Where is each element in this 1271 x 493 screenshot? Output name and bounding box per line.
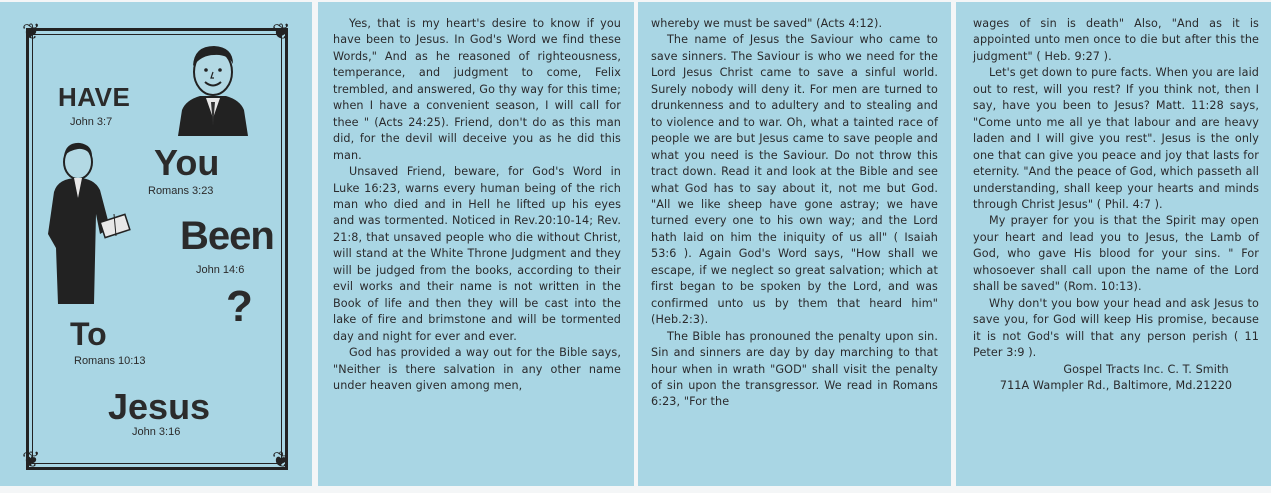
panel-4-text	[973, 16, 1259, 394]
paragraph: God has provided a way out for the Bible says, "Neither is there salvation in any other name under heaven given among men,	[333, 346, 621, 392]
page-panel-2	[318, 2, 634, 486]
cover-ref-have: John 3:7	[70, 116, 113, 128]
corner-flourish-icon: ❦	[272, 448, 291, 473]
cover-word-been: Been	[180, 214, 274, 258]
paragraph: Let's get down to pure facts. When you are laid out to rest, will you rest? If you think not, then I say, have you been to Jesus? Matt. 11:28 says, "Come unto me all ye that labour and are heavy laden and I will give you rest". Jesus is the only one that can give you peace and joy that lasts for eternity. "And the peace of God, which passeth all understanding, shall keep your hearts and minds through Christ Jesus" ( Phil. 4:7 ).	[973, 66, 1259, 211]
corner-flourish-icon: ❦	[272, 20, 291, 45]
cover-question-mark: ?	[226, 282, 253, 331]
cover-word-have: HAVE	[58, 82, 131, 112]
panel-2-text	[333, 16, 621, 394]
cover-word-jesus: Jesus	[108, 386, 211, 427]
paragraph: wages of sin is death" Also, "And as it is appointed unto men once to die but after this the judgment" ( Heb. 9:27 ).	[973, 17, 1259, 63]
corner-flourish-icon: ❦	[22, 20, 41, 45]
paragraph: Unsaved Friend, beware, for God's Word in Luke 16:23, warns every human being of the rich man who died and in Hell he lifted up his eyes and was tormented. Noticed in Rev.20:10-14; Rev. 21:8, that unsaved people who die without Christ, will stand at the White Throne Judgment and they will be judged from the books, according to their evil works and their name is not written in the Book of life and then they will be cast into the lake of fire and brimstone and will be tormented day and night for ever and ever.	[333, 165, 621, 343]
cover-ref-been: John 14:6	[196, 264, 245, 276]
paragraph: The name of Jesus the Saviour who came to save sinners. The Saviour is who we need for the Lord Jesus Christ came to save a sinful world. Surely nobody will deny it. For men are turned to drunkenness and to adultery and to stealing and to violence and to war. Oh, what a tainted race of people we are but Jesus came to save people and what you need is the Saviour. Do not throw this tract down. Read it and look at the Bible and see what God has to say about it, not me but God. "All we like sheep have gone astray; we have turned every one to his own way; and the Lord hath laid on him the iniquity of us all" ( Isaiah 53:6 ). Again God's Word says, "How shall we escape, if we neglect so great salvation; which at first began to be spoken by the Lord, and was confirmed unto us by them that heard him" (Heb.2:3).	[651, 33, 938, 327]
page-panel-3	[638, 2, 951, 486]
cover-panel	[0, 2, 312, 486]
paragraph: My prayer for you is that the Spirit may open your heart and lead you to Jesus, the Lamb of God, who gave His blood for your sins. " For whosoever shall call upon the name of the Lord shall be saved" (Rom. 10:13).	[973, 214, 1259, 294]
paragraph: The Bible has pronouned the penalty upon sin. Sin and sinners are day by day marching to that hour when in wrath "GOD" shall visit the penalty of sin upon the transgressor. We read in Romans 6:23, "For the	[651, 329, 938, 409]
preacher-with-bible-illustration	[44, 138, 134, 304]
page-panel-4	[956, 2, 1271, 486]
paragraph: Yes, that is my heart's desire to know if you have been to Jesus. In God's Word we find these Words," And as he reasoned of righteousness, temperance, and judgment to come, Felix trembled, and answered, Go thy way for this time; when I have a convenient season, I will call for thee " (Acts 24:25). Friend, don't do as this man did, for the devil will deceive you as he did this man.	[333, 17, 621, 162]
corner-flourish-icon: ❦	[22, 448, 41, 473]
paragraph: whereby we must be saved" (Acts 4:12).	[651, 17, 883, 30]
paragraph: Why don't you bow your head and ask Jesus to save you, for God will keep His promise, because it is not God's will that any person perish ( 11 Peter 3:9 ).	[973, 296, 1259, 360]
publisher-name: Gospel Tracts Inc. C. T. Smith	[1063, 362, 1229, 376]
cover-word-you: You	[154, 142, 220, 183]
cover-word-to: To	[70, 316, 107, 352]
cover-ref-you: Romans 3:23	[148, 185, 214, 197]
smiling-man-illustration	[176, 40, 250, 136]
cover-ref-jesus: John 3:16	[132, 426, 181, 438]
cover-ref-to: Romans 10:13	[74, 355, 146, 367]
publisher-address: 711A Wampler Rd., Baltimore, Md.21220	[999, 378, 1233, 392]
panel-3-text	[651, 16, 938, 411]
